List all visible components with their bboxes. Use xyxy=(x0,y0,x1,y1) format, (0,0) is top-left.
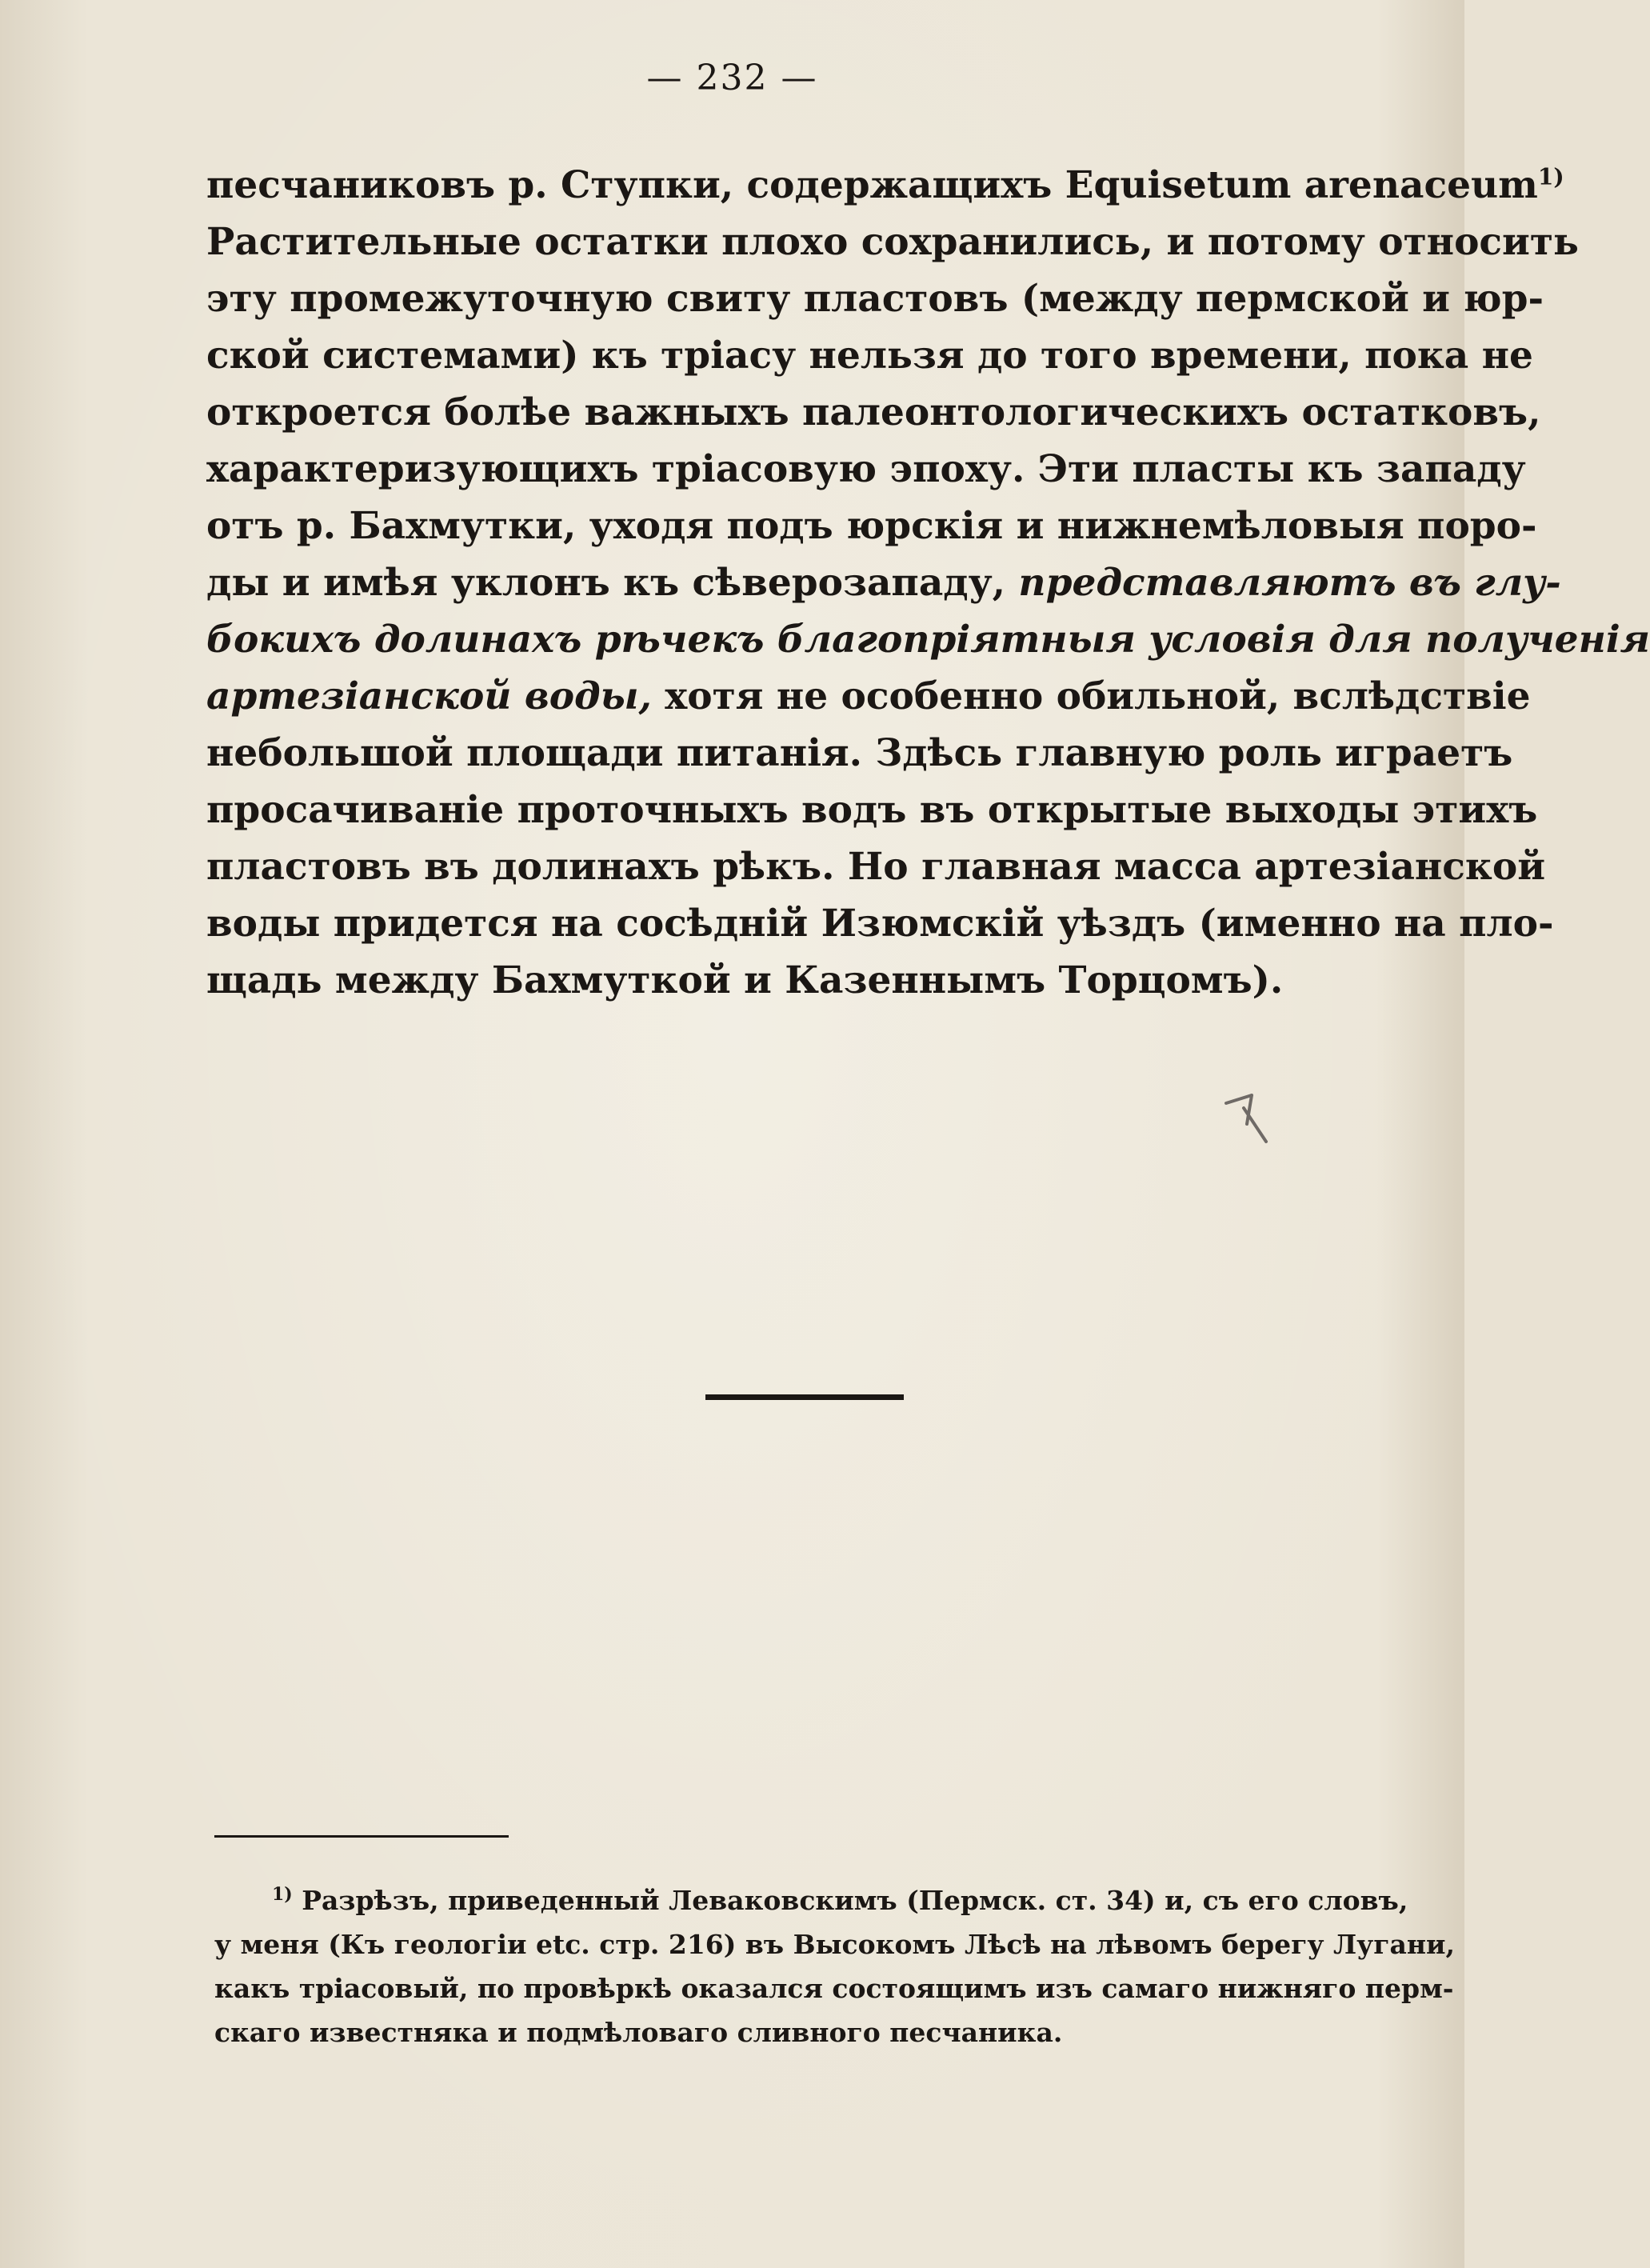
italic-text: представляютъ въ глу- xyxy=(1018,561,1561,605)
text-segment: просачиваніе проточныхъ водъ въ открытые выходы этихъ xyxy=(206,788,1538,832)
body-line xyxy=(206,611,1650,668)
text-segment: характеризующихъ тріасовую эпоху. Эти пласты къ западу xyxy=(206,447,1526,491)
body-line xyxy=(206,952,1390,1009)
text-segment: ской системами) къ тріасу нельзя до того времени, пока не xyxy=(206,334,1533,378)
italic-text: бокихъ долинахъ рѣчекъ благопріятныя условія для полученія xyxy=(206,618,1650,662)
footnote-line xyxy=(214,1966,1454,2010)
footnote-text: скаго известняка и подмѣловаго сливного песчаника. xyxy=(214,2017,1063,2048)
text-segment: эту промежуточную свиту пластовъ (между пермской и юр- xyxy=(206,277,1544,321)
body-line xyxy=(206,498,1537,554)
body-line xyxy=(206,554,1561,611)
body-line xyxy=(206,838,1546,895)
footnote-text: у меня (Къ геологіи etc. стр. 216) въ Высокомъ Лѣсѣ на лѣвомъ берегу Лугани, xyxy=(214,1929,1455,1960)
section-divider xyxy=(705,1394,904,1400)
body-line xyxy=(206,725,1513,782)
body-line xyxy=(206,668,1531,725)
page-number: — 232 — xyxy=(646,58,818,98)
body-line xyxy=(206,327,1533,384)
text-segment: откроется болѣе важныхъ палеонтологическихъ остатковъ, xyxy=(206,390,1541,434)
text-segment: песчаниковъ р. Ступки, содержащихъ Equisetum arenaceum xyxy=(206,163,1538,207)
body-line xyxy=(206,895,1554,952)
footnote-text: какъ тріасовый, по провѣркѣ оказался состоящимъ изъ самаго нижняго перм- xyxy=(214,1973,1454,2004)
text-segment: хотя не особенно обильной, вслѣдствіе xyxy=(651,674,1531,718)
text-segment: щадь между Бахмуткой и Казеннымъ Торцомъ). xyxy=(206,958,1284,1002)
pencil-check-mark xyxy=(1220,1092,1292,1164)
body-text xyxy=(206,157,1650,1009)
body-line xyxy=(206,782,1538,838)
footnote-line xyxy=(214,2010,1390,2054)
text-segment: отъ р. Бахмутки, уходя подъ юрскія и нижнемѣловыя поро- xyxy=(206,504,1537,548)
text-segment: пластовъ въ долинахъ рѣкъ. Но главная масса артезіанской xyxy=(206,845,1546,889)
footnote-reference: 1) xyxy=(1537,163,1564,190)
footnote xyxy=(214,1878,1455,2054)
body-line xyxy=(206,441,1526,498)
footnote-divider xyxy=(214,1835,509,1838)
body-line xyxy=(206,157,1564,214)
body-line xyxy=(206,270,1544,327)
footnote-marker: 1) xyxy=(272,1884,293,1905)
body-line xyxy=(206,384,1541,441)
text-segment: ды и имѣя уклонъ къ сѣверозападу, xyxy=(206,561,1019,605)
footnote-line xyxy=(214,1878,1408,1922)
text-segment: воды придется на сосѣдній Изюмскій уѣздъ (именно на пло- xyxy=(206,902,1554,946)
body-line xyxy=(206,214,1579,270)
footnote-line xyxy=(214,1922,1455,1966)
text-segment: небольшой площади питанія. Здѣсь главную роль играетъ xyxy=(206,731,1513,775)
italic-text: артезіанской воды, xyxy=(206,674,652,718)
footnote-text: Разрѣзъ, приведенный Леваковскимъ (Пермск. ст. 34) и, съ его словъ, xyxy=(302,1885,1408,1916)
text-segment: Растительные остатки плохо сохранились, и потому относить xyxy=(206,220,1579,264)
